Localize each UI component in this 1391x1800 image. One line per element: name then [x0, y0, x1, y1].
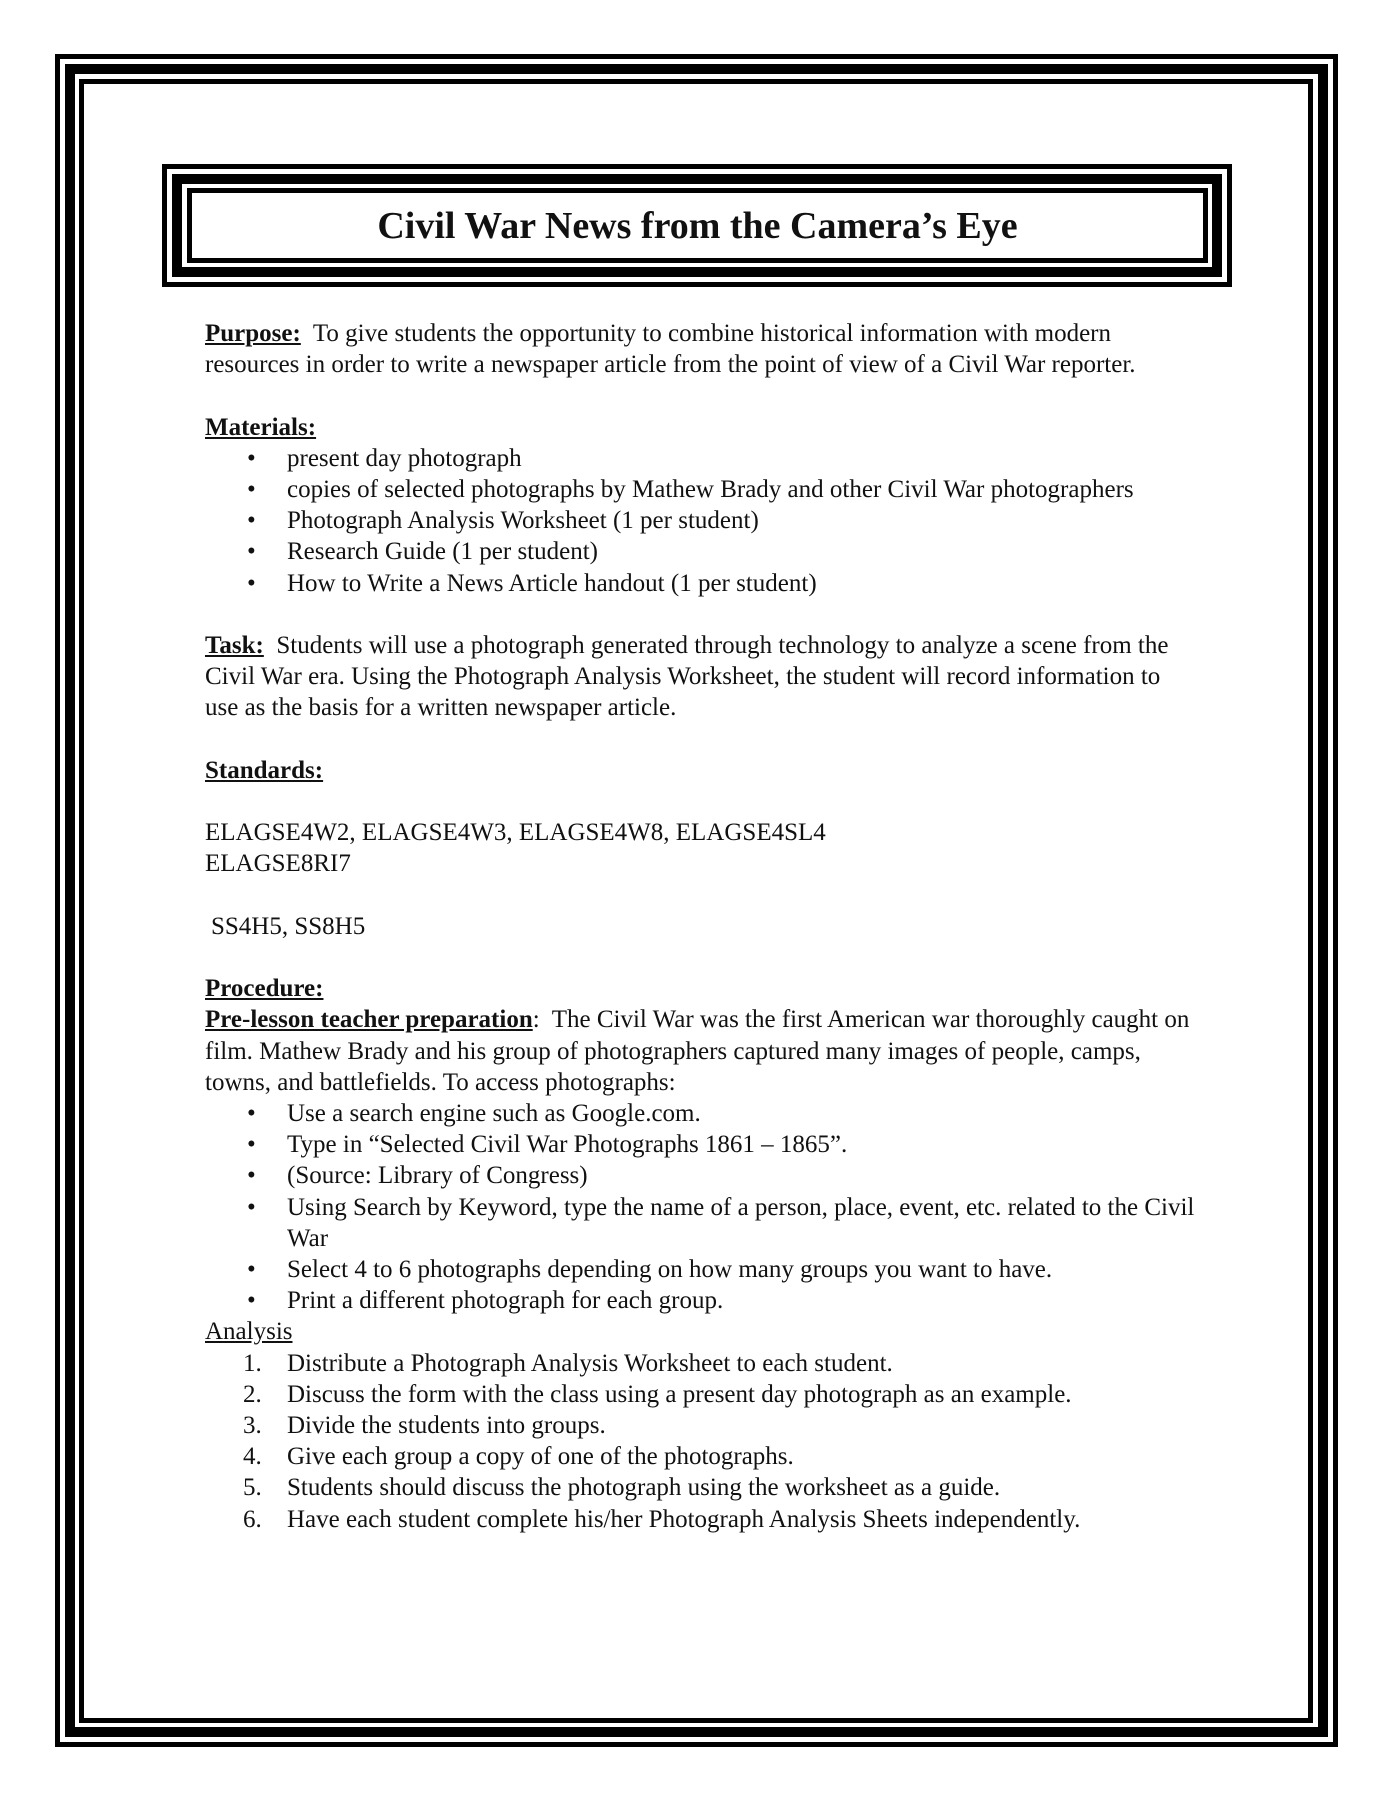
materials-heading: Materials: — [205, 413, 317, 441]
list-item: • present day photograph — [247, 444, 522, 472]
materials-list — [205, 443, 1195, 599]
purpose-section — [205, 318, 1195, 380]
procedure-heading: Procedure: — [205, 975, 324, 1003]
prep-list — [205, 1098, 1195, 1316]
purpose-label: Purpose: — [205, 320, 301, 347]
analysis-list — [205, 1348, 1195, 1535]
list-item: • Use a search engine such as Google.com. — [247, 1099, 701, 1127]
list-item: 3. Divide the students into groups. — [243, 1412, 606, 1440]
prep-section: Pre-lesson teacher preparation: The Civil War was the first American war thoroughly caught on film. Mathew Brady and his group of photographers captured many images of people, camps, towns, and battlefields. To access photographs: — [205, 1006, 1190, 1096]
list-item: 1. Distribute a Photograph Analysis Worksheet to each student. — [243, 1349, 893, 1377]
list-item: 5. Students should discuss the photograph using the worksheet as a guide. — [243, 1474, 1001, 1502]
list-item: • copies of selected photographs by Mathew Brady and other Civil War photographers — [247, 476, 1134, 503]
list-item: • Research Guide (1 per student) — [247, 538, 598, 566]
task-text: Students will use a photograph generated through technology to analyze a scene from the Civil War era. Using the Photograph Analysis Worksheet, the student will record information to use as the basis for a written newspaper article. — [205, 632, 1169, 722]
list-item: • How to Write a News Article handout (1 per student) — [247, 569, 817, 597]
list-item: 2. Discuss the form with the class using a present day photograph as an example. — [243, 1380, 1072, 1408]
standards-ss: SS4H5, SS8H5 — [211, 912, 366, 940]
page-title: Civil War News from the Camera’s Eye — [377, 204, 1018, 247]
list-item: • Select 4 to 6 photographs depending on how many groups you want to have. — [247, 1256, 1053, 1283]
list-item: 4. Give each group a copy of one of the photographs. — [243, 1443, 794, 1471]
standards-ela: ELAGSE4W2, ELAGSE4W3, ELAGSE4W8, ELAGSE4SL4 — [205, 819, 826, 847]
purpose-text: To give students the opportunity to combine historical information with modern resources in order to write a newspaper article from the point of view of a Civil War reporter. — [205, 320, 1136, 379]
task-label: Task: — [205, 632, 264, 659]
list-item: 6. Have each student complete his/her Photograph Analysis Sheets independently. — [243, 1505, 1081, 1533]
title-box — [187, 188, 1208, 263]
list-item: • (Source: Library of Congress) — [247, 1162, 588, 1190]
analysis-heading: Analysis — [205, 1318, 293, 1346]
list-item: • Using Search by Keyword, type the name of a person, place, event, etc. related to the Civil War — [247, 1193, 1195, 1252]
standards-heading: Standards: — [205, 756, 324, 784]
standards-ela-2: ELAGSE8RI7 — [205, 850, 351, 878]
prep-label: Pre-lesson teacher preparation — [205, 1006, 533, 1034]
list-item: • Print a different photograph for each group. — [247, 1287, 724, 1315]
list-item: • Type in “Selected Civil War Photographs 1861 – 1865”. — [247, 1131, 848, 1159]
list-item: • Photograph Analysis Worksheet (1 per student) — [247, 507, 759, 535]
task-section — [205, 630, 1195, 724]
prep-text: The Civil War was the first American war thoroughly caught on film. Mathew Brady and his group of photographers captured many images of people, camps, towns, and battlefields. To access photographs: — [205, 1006, 1190, 1096]
document-body — [205, 318, 1195, 1535]
